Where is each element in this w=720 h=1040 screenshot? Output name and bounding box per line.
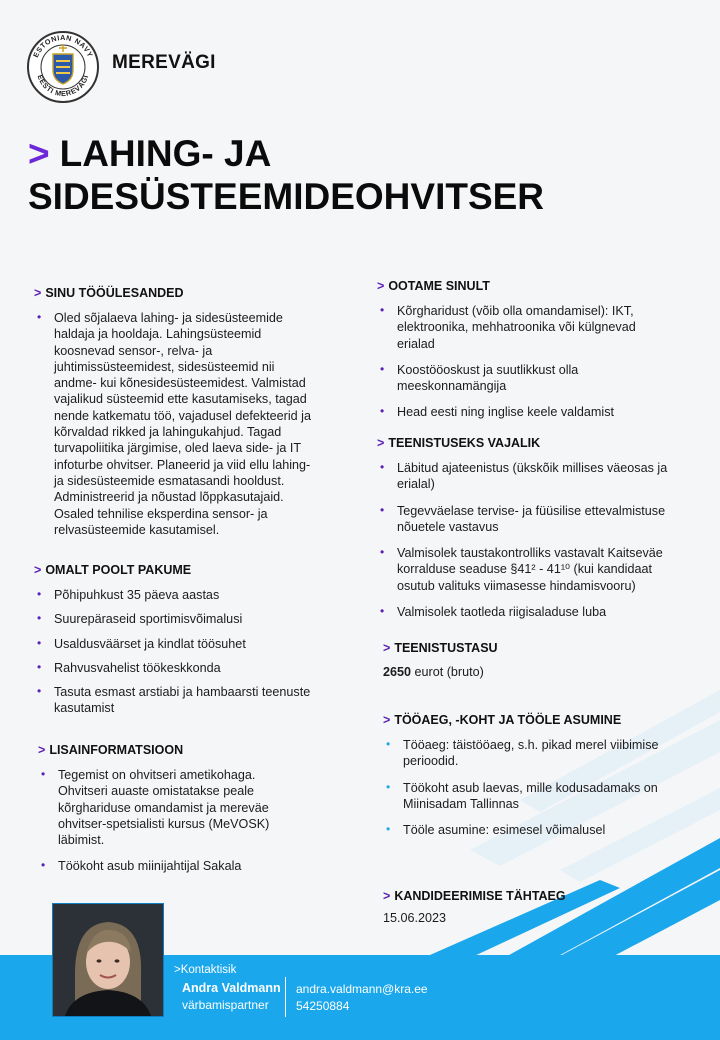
list-item: • Tööle asumine: esimesel võimalusel — [383, 822, 673, 838]
contact-phone[interactable]: 54250884 — [296, 999, 350, 1013]
person-photo-icon — [53, 904, 163, 1016]
section-heading: > OMALT POOLT PAKUME — [34, 563, 192, 577]
contact-name: Andra Valdmann — [182, 981, 281, 995]
brand-name: MEREVÄGI — [112, 52, 216, 73]
required-list — [377, 460, 677, 620]
section-heading: > TÖÖAEG, -KOHT JA TÖÖLE ASUMINE — [383, 713, 622, 727]
list-item: • Kõrgharidust (võib olla omandamisel): IKT, elektroonika, mehhatroonika või külgnevad erialad — [377, 303, 677, 352]
list-item: • Koostööoskust ja suutlikkust olla meeskonnamängija — [377, 362, 677, 395]
contact-divider — [285, 977, 286, 1017]
section-salary — [383, 641, 673, 679]
list-item: • Tööaeg: täistööaeg, s.h. pikad merel viibimise perioodid. — [383, 737, 673, 770]
list-item: • Läbitud ajateenistus (ükskõik millises väeosas ja erialal) — [377, 460, 677, 493]
logo-ring-top: ESTONIAN NAVY — [31, 32, 95, 59]
section-heading: > TEENISTUSTASU — [383, 641, 498, 655]
section-heading: > LISAINFORMATSIOON — [38, 743, 184, 757]
list-item: • Töökoht asub miinijahtijal Sakala — [38, 858, 300, 874]
section-heading: > TEENISTUSEKS VAJALIK — [377, 436, 541, 450]
salary-value — [383, 665, 673, 679]
list-item: • Valmisolek taustakontrolliks vastavalt Kaitseväe korralduse seaduse §41² - 41¹⁰ (kui kandidaat osutub valituks viimasesse hindamisvooru) — [377, 545, 677, 594]
logo-ring-bottom: EESTI MEREVÄGI — [35, 73, 91, 99]
chevron-right-icon: > — [28, 133, 50, 174]
section-offer — [34, 563, 312, 725]
list-item: • Põhipuhkust 35 päeva aastas — [34, 587, 312, 603]
section-required — [377, 436, 677, 630]
deadline-date: 15.06.2023 — [383, 911, 447, 925]
salary-amount: 2650 — [383, 665, 412, 679]
section-heading: > OOTAME SINULT — [377, 279, 490, 293]
navy-crest-icon — [26, 30, 100, 104]
expect-list — [377, 303, 677, 421]
contact-role: värbamispartner — [182, 998, 269, 1012]
list-item: • Tegemist on ohvitseri ametikohaga. Ohvitseri auaste omistatakse peale kõrghariduse omandamist ja mereväe ohvitser-spetsialisti kursus (MeVOSK) läbimist. — [38, 767, 300, 848]
list-item: • Suurepäraseid sportimisvõimalusi — [34, 611, 312, 627]
list-item: • Tasuta esmast arstiabi ja hambaarsti teenuste kasutamist — [34, 684, 312, 717]
list-item: • Oled sõjalaeva lahing- ja sidesüsteemide haldaja ja hooldaja. Lahingsüsteemid koosnevad sensor-, relva- ja juhtimissüsteemidest, sidesüsteemid nii andme- kui kõnesidesüsteemidest. Valmistad vajalikud süsteemid ette kasutamiseks, tagad nende katkematu töö, vajadusel defekteerid ja kõrvaldad rikked ja lahingukahjud. Tagad turvapoliitika järgimise, oled laeva side- ja IT infoturbe ohvitser. Planeerid ja viid ellu lahing- ja sidesüsteemide esmatasandi hooldust. Administreerid ja nõustad lõppkasutajaid. Osaled tehnilise eksperdina sensor- ja relvasüsteemide kasutamisel. — [34, 310, 312, 538]
salary-unit: eurot (bruto) — [414, 665, 484, 679]
section-deadline — [383, 889, 673, 925]
list-item: • Rahvusvahelist töökeskkonda — [34, 660, 312, 676]
title-line-2: SIDESÜSTEEMIDEOHVITSER — [28, 176, 545, 217]
section-expect — [377, 279, 677, 431]
worktime-list — [383, 737, 673, 838]
duties-list — [34, 310, 312, 538]
section-heading: > KANDIDEERIMISE TÄHTAEG — [383, 889, 566, 903]
list-item: • Tegevväelase tervise- ja füüsilise ettevalmistuse nõuetele vastavus — [377, 503, 677, 536]
section-extra — [38, 743, 300, 885]
section-duties — [34, 286, 312, 548]
contact-photo — [52, 903, 164, 1017]
navy-logo — [26, 30, 100, 104]
list-item: • Head eesti ning inglise keele valdamist — [377, 404, 677, 420]
contact-email-link[interactable]: andra.valdmann@kra.ee — [296, 982, 428, 996]
contact-label: >Kontaktisik — [174, 964, 237, 976]
offer-list — [34, 587, 312, 717]
list-item: • Töökoht asub laevas, mille kodusadamaks on Miinisadam Tallinnas — [383, 780, 673, 813]
list-item: • Valmisolek taotleda riigisaladuse luba — [377, 604, 677, 620]
list-item: • Usaldusväärset ja kindlat töösuhet — [34, 636, 312, 652]
page-title — [28, 132, 544, 218]
section-heading: > SINU TÖÖÜLESANDED — [34, 286, 184, 300]
section-worktime — [383, 713, 673, 848]
title-line-1: LAHING- JA — [59, 133, 272, 174]
extra-list — [38, 767, 300, 875]
